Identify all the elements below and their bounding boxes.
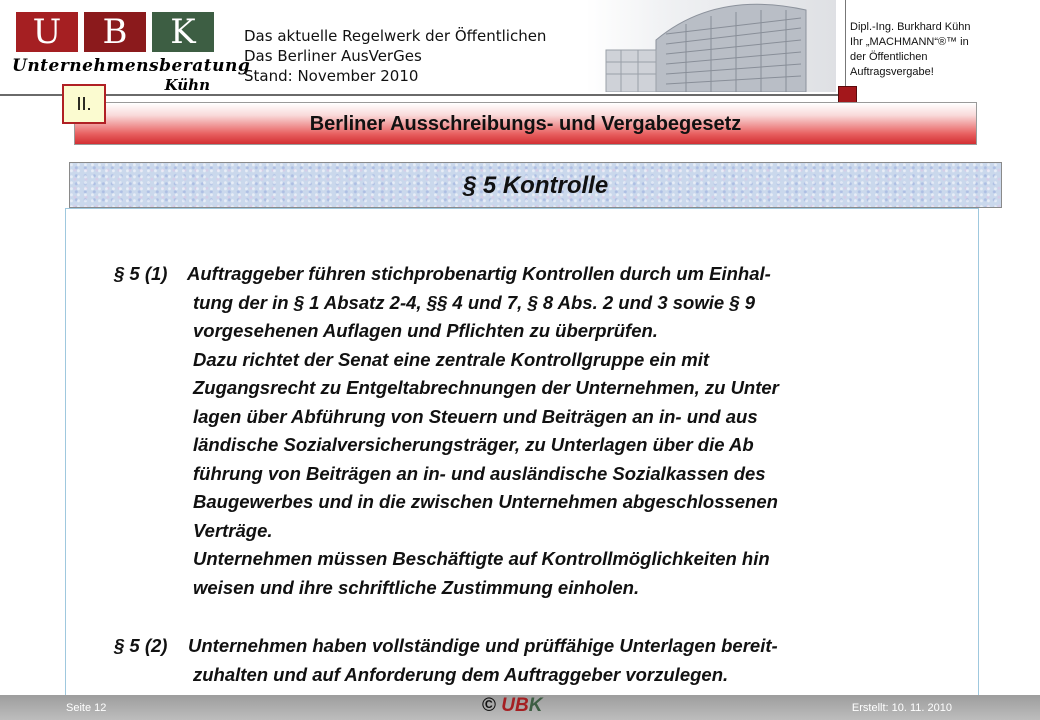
paragraph-line: Zugangsrecht zu Entgeltabrechnungen der Unternehmen, zu Unter	[193, 377, 779, 398]
header-text	[244, 26, 546, 86]
author-line-name: Dipl.-Ing. Burkhard Kühn	[850, 21, 971, 33]
paragraph-line: vorgesehenen Auflagen und Pflichten zu überprüfen.	[193, 320, 658, 341]
paragraph-5-1	[114, 260, 974, 605]
paragraph-line: führung von Beiträgen an in- und ausländische Sozialkassen des	[193, 462, 766, 484]
header-line-regelwerk: Das aktuelle Regelwerk der Öffentlichen	[244, 27, 547, 45]
author-line-machmann: Ihr „MACHMANN“®™ in	[850, 36, 969, 48]
paragraph-line: zuhalten und auf Anforderung dem Auftraggeber vorzulegen.	[193, 663, 729, 685]
header-line-stand: Stand: November 2010	[244, 67, 419, 85]
header-line-ausverges: Das Berliner AusVerGes	[244, 47, 422, 65]
paragraph-line: Verträge.	[193, 519, 273, 541]
header-divider	[0, 94, 845, 96]
logo-name: Kühn	[164, 76, 210, 94]
slide-title: § 5 Kontrolle	[462, 172, 609, 199]
paragraph-5-2	[114, 632, 974, 692]
paragraph-line: Auftraggeber führen stichprobenartig Kontrollen durch um Einhal-	[187, 263, 771, 284]
building-illustration	[586, 0, 836, 92]
footer-brand-ub: UB	[501, 695, 529, 716]
section-bar	[74, 102, 977, 145]
ubk-logo	[12, 12, 251, 94]
paragraph-line: Baugewerbes und in die zwischen Unternehmen abgeschlossenen	[193, 491, 778, 512]
section-title: Berliner Ausschreibungs- und Vergabegesetz	[309, 113, 742, 135]
paragraph-line: lagen über Abführung von Steuern und Beiträgen an in- und aus	[193, 405, 758, 427]
paragraph-label: § 5 (1)	[114, 263, 168, 284]
logo-letter-b: B	[84, 12, 146, 52]
author-info	[850, 20, 1030, 80]
footer-page-number: Seite 12	[66, 702, 107, 714]
author-line-vergabe: Auftragsvergabe!	[850, 66, 934, 78]
copyright-symbol: ©	[482, 695, 496, 716]
paragraph-line: Dazu richtet der Senat eine zentrale Kontrollgruppe ein mit	[193, 348, 710, 370]
paragraph-line: weisen und ihre schriftliche Zustimmung einholen.	[193, 576, 640, 598]
paragraph-line: Unternehmen müssen Beschäftigte auf Kontrollmöglichkeiten hin	[193, 548, 770, 569]
section-number-badge: II.	[62, 84, 106, 124]
slide-title-band	[69, 162, 1002, 208]
logo-tagline: Unternehmensberatung	[12, 56, 251, 76]
paragraph-label: § 5 (2)	[114, 635, 168, 656]
footer-created-date: Erstellt: 10. 11. 2010	[851, 702, 952, 714]
footer-brand-k: K	[528, 695, 543, 716]
footer-copyright	[482, 695, 542, 717]
paragraph-line: tung der in § 1 Absatz 2-4, §§ 4 und 7, § 8 Abs. 2 und 3 sowie § 9	[193, 291, 756, 313]
paragraph-line: Unternehmen haben vollständige und prüffähige Unterlagen bereit-	[188, 635, 778, 656]
footer-bar	[0, 695, 1040, 720]
logo-letter-u: U	[16, 12, 78, 52]
paragraph-line: ländische Sozialversicherungsträger, zu Unterlagen über die Ab	[193, 434, 754, 455]
logo-letter-k: K	[152, 12, 214, 52]
author-line-oeffentlichen: der Öffentlichen	[850, 51, 928, 63]
header-divider-vertical	[845, 0, 846, 96]
